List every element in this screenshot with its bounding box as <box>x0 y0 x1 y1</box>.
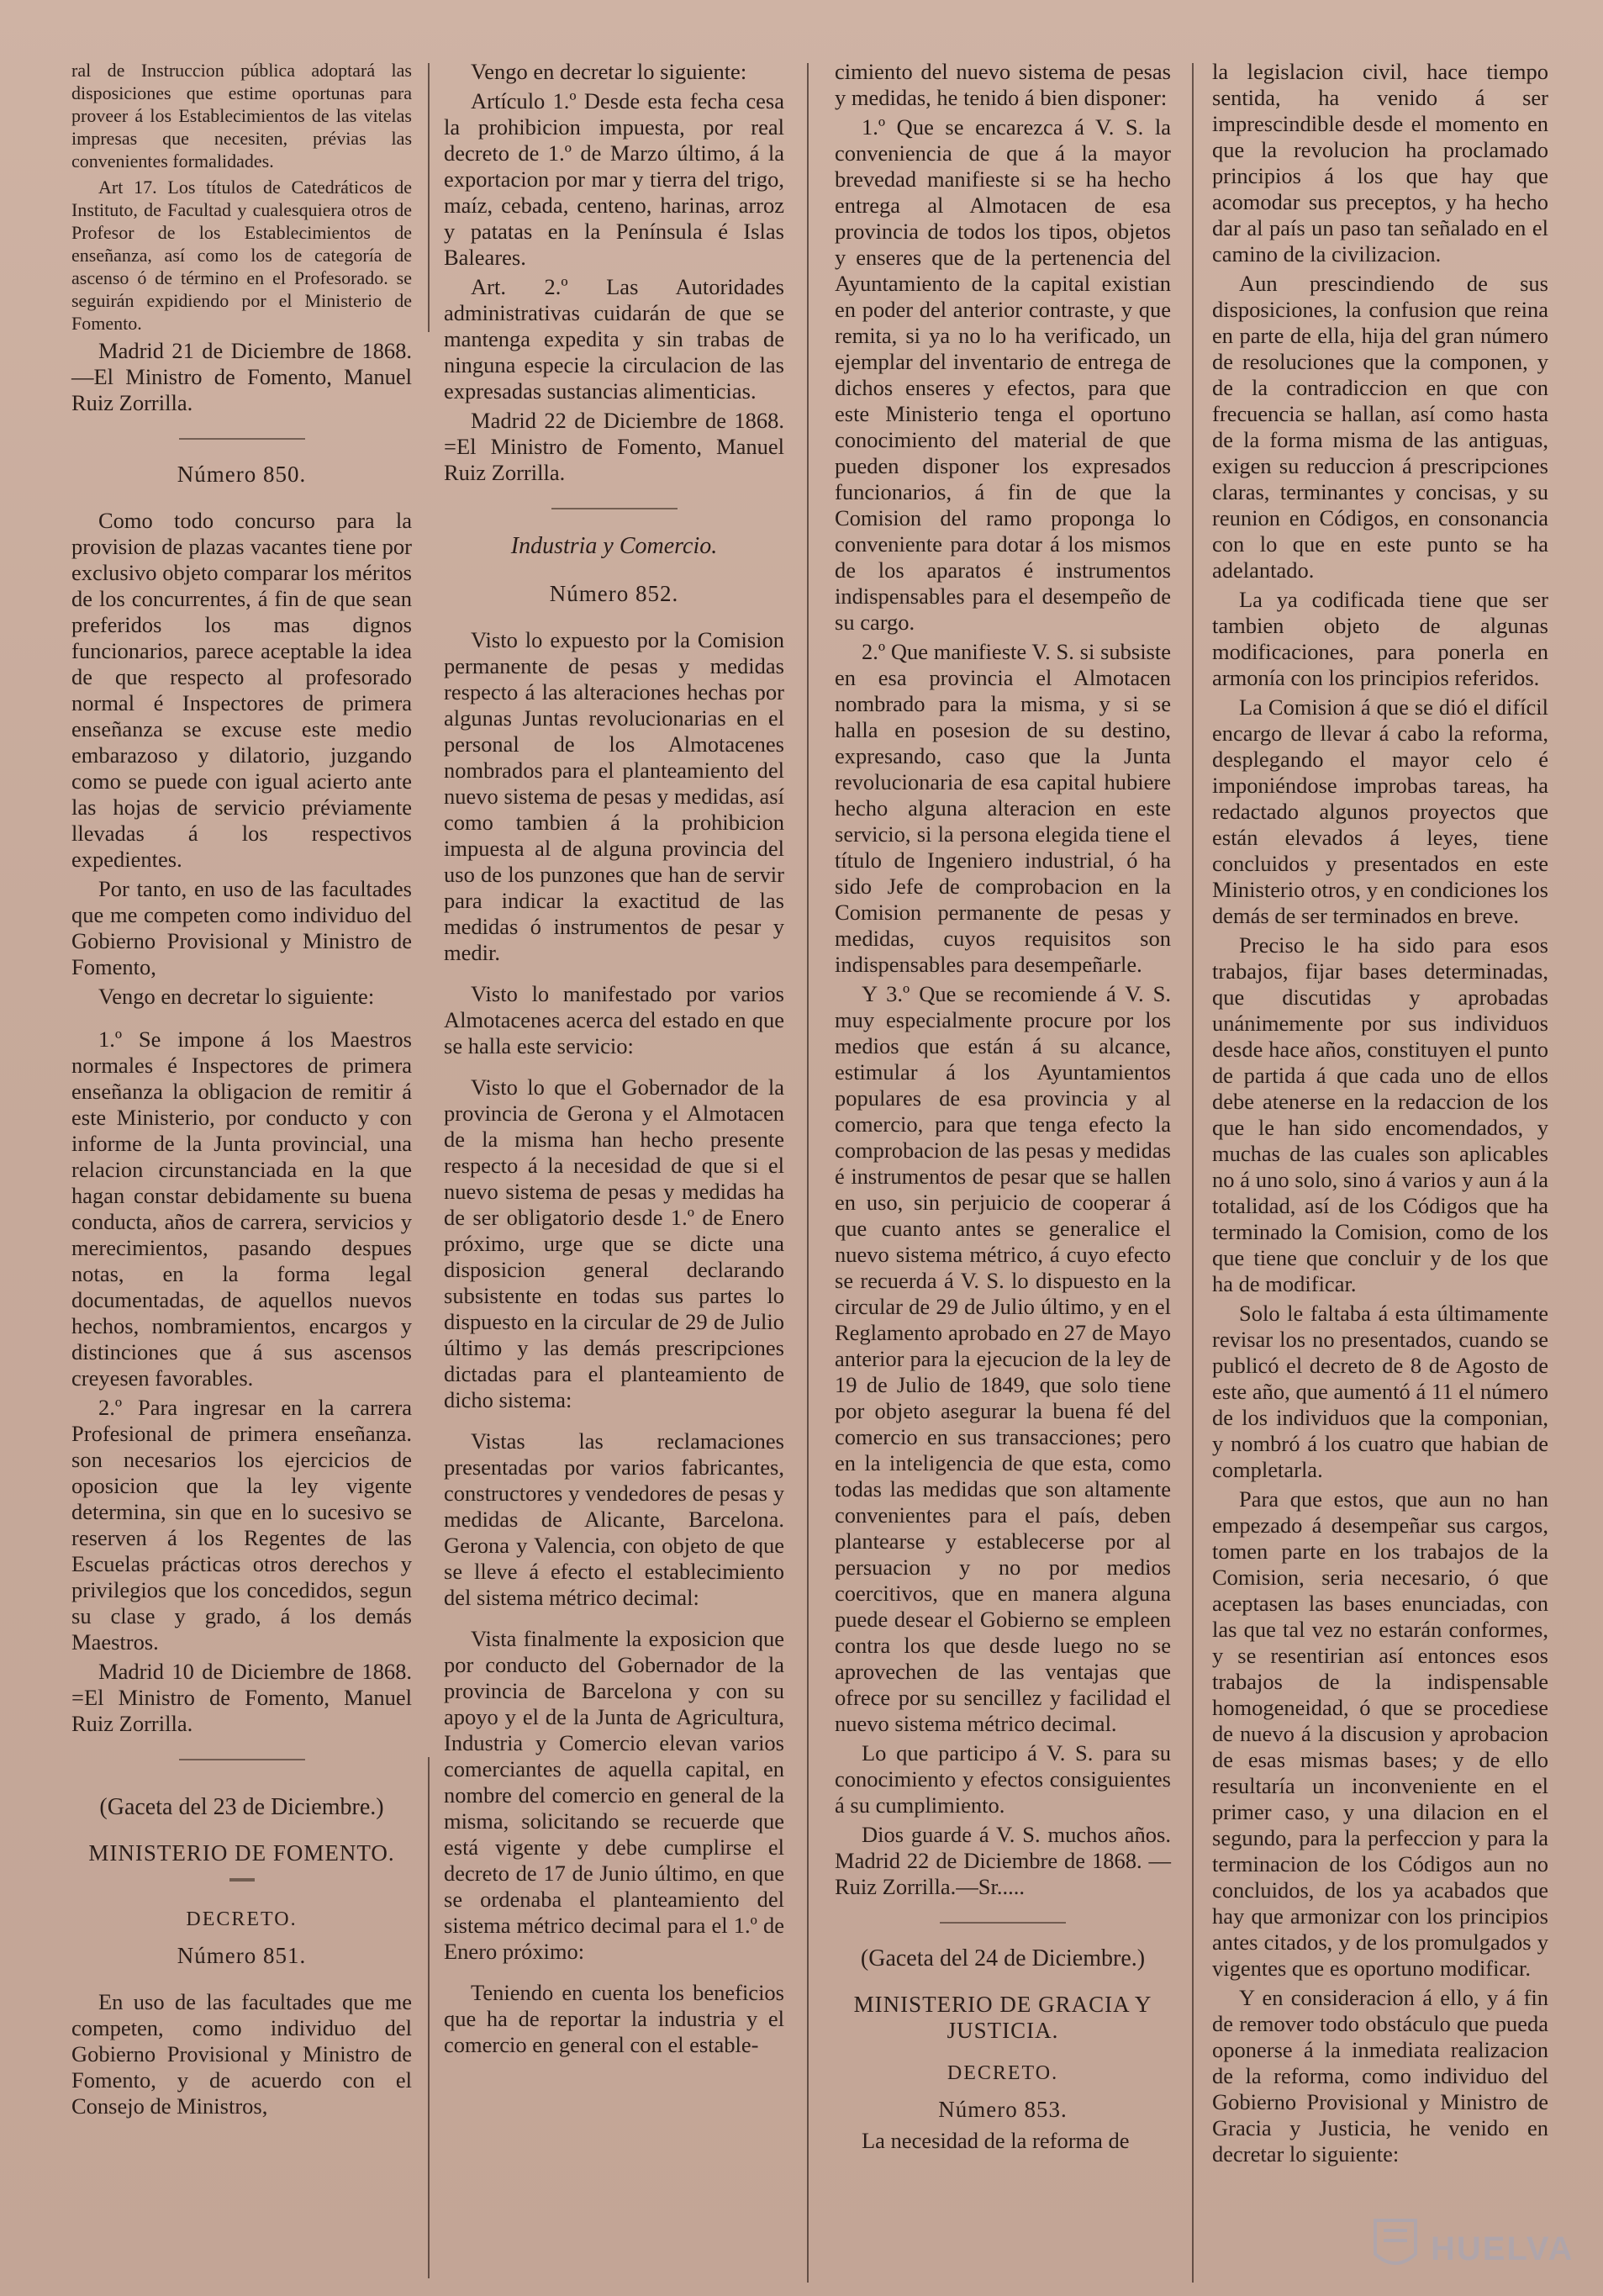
paragraph: Art 17. Los títulos de Catedráticos de Instituto, de Facultad y cualesquiera otros de Profesor de los Establecimientos de enseñanza, así como los de categoría de ascenso ó de término en el Profesorado. se seguirán expidiendo por el Ministerio de Fomento. <box>71 177 412 334</box>
column-2 <box>444 59 784 2061</box>
separator <box>940 1922 1066 1924</box>
paragraph: 1.º Que se encarezca á V. S. la conveniencia de que á la mayor brevedad manifieste si se ha hecho entrega al Almotacen de esa provincia de todos los tipos, objetos y enseres que de la pertenencia del Ayuntamiento de la capital existian en poder del anterior contraste, y que remita, si ya no lo ha verificado, un ejemplar del inventario de entrega de dichos enseres y efectos, para que este Ministerio tenga el oportuno conocimiento del material de que pueden disponer los expresados funcionarios, á fin de que la Comision del ramo proponga lo conveniente para dotar á los mismos de los aparatos é instrumentos indispensables para el desempeño de su cargo. <box>835 114 1171 635</box>
paragraph: Artículo 1.º Desde esta fecha cesa la prohibicion impuesta, por real decreto de 1.º de Marzo último, á la exportacion por mar y tierra del trigo, maíz, cebada, centeno, harinas, arroz y patatas en la Península é Islas Baleares. <box>444 88 784 270</box>
paragraph: Teniendo en cuenta los beneficios que ha de reportar la industria y el comercio en general con el estable- <box>444 1980 784 2057</box>
signature: Madrid 10 de Diciembre de 1868. =El Ministro de Fomento, Manuel Ruiz Zorrilla. <box>71 1659 412 1736</box>
paragraph: Art. 2.º Las Autoridades administrativas cuidarán de que se mantenga expedita y sin trabas de ninguna especie la circulacion de las expresadas sustancias alimenticias. <box>444 274 784 404</box>
ministry-title: MINISTERIO DE FOMENTO. <box>88 1840 395 1866</box>
paragraph: Aun prescindiendo de sus disposiciones, la confusion que reina en parte de ella, hija del gran número de resoluciones que la componen, y de la contradiccion en que con frecuencia se hallan, así como hasta de la forma misma de las antiguas, exigen su reduccion á prescripciones claras, terminantes y concisas, y su reunion en Códigos, en consonancia con lo que en este punto se ha adelantado. <box>1212 271 1548 583</box>
archive-logo-icon <box>1372 2214 1419 2272</box>
watermark-text: HUELVA <box>1431 2230 1574 2267</box>
separator <box>179 438 305 440</box>
paragraph: 1.º Se impone á los Maestros normales é Inspectores de primera enseñanza la obligacion de remitir á este Ministerio, por conducto y con informe de la Junta provincial, una relacion circunstanciada en la que hagan constar debidamente su buena conducta, años de carrera, servicios y merecimientos, pasando despues notas, en la forma legal documentadas, de aquellos nuevos hechos, nombramientos, encargos y distinciones que á sus ascensos creyesen favorables. <box>71 1027 412 1391</box>
paragraph: La ya codificada tiene que ser tambien objeto de algunas modificaciones, para ponerla en armonía con los principios referidos. <box>1212 587 1548 690</box>
decree-label: DECRETO. <box>186 1908 298 1930</box>
column-rule <box>807 63 809 2283</box>
paragraph: Por tanto, en uso de las facultades que me competen como individuo del Gobierno Provisional y Ministro de Fomento, <box>71 876 412 979</box>
separator <box>551 508 678 509</box>
column-3 <box>835 59 1171 2157</box>
paragraph: la legislacion civil, hace tiempo sentida, ha venido á ser imprescindible desde el momento en que la revolucion ha proclamado principios á los que hay que acomodar sus preceptos, y ha hecho dar al país un paso tan señalado en el camino de la civilizacion. <box>1212 59 1548 267</box>
column-rule <box>428 63 430 332</box>
paragraph: Vistas las reclamaciones presentadas por varios fabricantes, constructores y vendedores de pesas y medidas de Alicante, Barcelona. Gerona y Valencia, con objeto de que se lleve á efecto el establecimiento del sistema métrico decimal: <box>444 1428 784 1610</box>
paragraph: Vista finalmente la exposicion que por conducto del Gobernador de la provincia de Barcelona y con su apoyo y el de la Junta de Agricultura, Industria y Comercio elevan varios comerciantes de aquella capital, en nombre del comercio en general de la misma, solicitando se recuerde que está vigente y debe cumplirse el decreto de 17 de Junio último, en que se ordenaba el planteamiento del sistema métrico decimal para el 1.º de Enero próximo: <box>444 1626 784 1964</box>
paragraph: Vengo en decretar lo siguiente: <box>98 984 375 1009</box>
signature: Dios guarde á V. S. muchos años. Madrid 22 de Diciembre de 1868. —Ruiz Zorrilla.—Sr..... <box>835 1822 1171 1899</box>
column-1 <box>71 59 412 2123</box>
paragraph: ral de Instruccion pública adoptará las disposiciones que estime oportunas para proveer á los Establecimientos de las vitelas impresas que necesiten, prévias las convenientes formalidades. <box>71 60 412 172</box>
signature: Madrid 21 de Diciembre de 1868. —El Ministro de Fomento, Manuel Ruiz Zorrilla. <box>71 338 412 415</box>
paragraph: cimiento del nuevo sistema de pesas y medidas, he tenido á bien disponer: <box>835 59 1171 110</box>
ministry-title: MINISTERIO DE GRACIA Y JUSTICIA. <box>853 1992 1152 2043</box>
gazette-date: (Gaceta del 23 de Diciembre.) <box>99 1794 384 1820</box>
gazette-date: (Gaceta del 24 de Diciembre.) <box>860 1945 1146 1971</box>
paragraph: Y en consideracion á ello, y á fin de remover todo obstáculo que pueda oponerse á la inmediata realizacion de la reforma, como individuo del Gobierno Provisional y Ministro de Gracia y Justicia, he venido en decretar lo siguiente: <box>1212 1985 1548 2167</box>
decree-number: Número 853. <box>938 2097 1068 2122</box>
paragraph: Vengo en decretar lo siguiente: <box>471 59 747 84</box>
paragraph: Lo que participo á V. S. para su conocimiento y efectos consiguientes á su cumplimiento. <box>835 1740 1171 1818</box>
paragraph: 2.º Para ingresar en la carrera Profesional de primera enseñanza. son necesarios los ejercicios de oposicion que la ley vigente determina, sin que en lo sucesivo se reserven á los Regentes de las Escuelas prácticas otros derechos y privilegios que los concedidos, segun su clase y grado, á los demás Maestros. <box>71 1395 412 1655</box>
paragraph: La necesidad de la reforma de <box>862 2128 1130 2153</box>
separator <box>229 1878 255 1882</box>
decree-number: Número 850. <box>177 462 307 487</box>
column-rule <box>1192 63 1194 2283</box>
paragraph: La Comision á que se dió el difícil encargo de llevar á cabo la reforma, desplegando el mayor celo é imponiéndose improbas tareas, ha redactado algunos proyectos que están elevados á leyes, tiene concluidos y presentados en este Ministerio otros, y en condiciones los demás de ser terminados en breve. <box>1212 694 1548 928</box>
paragraph: Visto lo que el Gobernador de la provincia de Gerona y el Almotacen de la misma han hecho presente respecto á la necesidad de que si el nuevo sistema de pesas y medidas ha de ser obligatorio desde 1.º de Enero próximo, urge que se dicte una disposicion general declarando subsistente en todas sus partes lo dispuesto en la circular de 29 de Julio último y las demás prescripciones dictadas para el planteamiento de dicho sistema: <box>444 1074 784 1412</box>
decree-label: DECRETO. <box>947 2062 1059 2084</box>
paragraph: Solo le faltaba á esta últimamente revisar los no presentados, cuando se publicó el decreto de 8 de Agosto de este año, que aumentó á 11 el número de los individuos que la componian, y nombró á los cuatro que habian de completarla. <box>1212 1301 1548 1482</box>
paragraph: Visto lo manifestado por varios Almotacenes acerca del estado en que se halla este servicio: <box>444 981 784 1058</box>
paragraph: Y 3.º Que se recomiende á V. S. muy especialmente procure por los medios que están á su alcance, estimular á los Ayuntamientos populares de esa provincia y al comercio, para que tenga efecto la comprobacion de las pesas y medidas é instrumentos de pesar que se hallen en uso, sin perjuicio de cooperar á que cuanto antes se generalice el nuevo sistema métrico, á cuyo efecto se recuerda á V. S. lo dispuesto en la circular de 29 de Julio último, y en el Reglamento aprobado en 27 de Mayo anterior para la ejecucion de la ley de 19 de Julio de 1849, que solo tiene por objeto asegurar la buena fé del comercio en sus transacciones; pero en la inteligencia de que esta, como todas las medidas que son altamente convenientes para el país, deben plantearse y establecerse por al persuacion y no por medios coercitivos, que en manera alguna puede desear el Gobierno se empleen contra los que desde luego no se aprovechen de las ventajas que ofrece por su sencillez y facilidad el nuevo sistema métrico decimal. <box>835 981 1171 1736</box>
separator <box>179 1759 305 1760</box>
paragraph: Para que estos, que aun no han empezado á desempeñar sus cargos, tomen parte en los trabajos de la Comision, seria necesario, ó que aceptasen las bases enunciadas, con las que tal vez no estarán conformes, y se resentirian así entonces esos trabajos de la indispensable homogeneidad, ó que se procediese de nuevo á la discusion y aprobacion de esas mismas bases; y de ello resultaría un inconveniente en el primer caso, y una dilacion en el segundo, para la perfeccion y para la terminacion de los Códigos aun no concluidos, de los ya acabados que hay que armonizar con los principios antes citados, y de los promulgados y vigentes que es oportuno modificar. <box>1212 1486 1548 1981</box>
archive-watermark <box>1372 2205 1574 2281</box>
paragraph: En uso de las facultades que me competen, como individuo del Gobierno Provisional y Ministro de Fomento, y de acuerdo con el Consejo de Ministros, <box>71 1989 412 2119</box>
paragraph: Como todo concurso para la provision de plazas vacantes tiene por exclusivo objeto comparar los méritos de los concurrentes, á fin de que sean preferidos los mas dignos funcionarios, parece aceptable la idea de que respecto al profesorado normal é Inspectores de primera enseñanza se excuse este medio embarazoso y dilatorio, juzgando como se puede con igual acierto ante las hojas de servicio préviamente llevadas á los respectivos expedientes. <box>71 508 412 872</box>
column-rule <box>428 1757 430 2278</box>
section-title: Industria y Comercio. <box>510 533 718 559</box>
paragraph: Visto lo expuesto por la Comision permanente de pesas y medidas respecto á las alteraciones hechas por algunas Juntas revolucionarias en el personal de los Almotacenes nombrados para el planteamiento del nuevo sistema de pesas y medidas, así como tambien á la prohibicion impuesta al de alguna provincia del uso de los punzones que han de servir para indicar la exactitud de las medidas ó instrumentos de pesar y medir. <box>444 627 784 965</box>
paragraph: 2.º Que manifieste V. S. si subsiste en esa provincia el Almotacen nombrado para la misma, y si se halla en posesion de su destino, expresando, caso que la Junta revolucionaria de esa capital hubiere hecho alguna alteracion en este servicio, si la persona elegida tiene el título de Ingeniero industrial, ó ha sido Jefe de comprobacion en la Comision permanente de pesas y medidas, cuyos requisitos son indispensables para desempeñarle. <box>835 639 1171 977</box>
signature: Madrid 22 de Diciembre de 1868. =El Ministro de Fomento, Manuel Ruiz Zorrilla. <box>444 408 784 485</box>
paragraph: Preciso le ha sido para esos trabajos, fijar bases determinadas, que discutidas y aprobadas unánimemente por sus individuos desde hace años, constituyen el punto de partida á que cada uno de ellos debe atenerse en la redaccion de los que le han sido encomendados, y muchas de las cuales son aplicables no á uno solo, sino á varios y aun á la totalidad, así de los Códigos que ha terminado la Comision, como de los que tiene que concluir y de los que ha de modificar. <box>1212 932 1548 1296</box>
decree-number: Número 852. <box>549 581 679 606</box>
column-4 <box>1212 59 1548 2171</box>
decree-number: Número 851. <box>177 1943 307 1968</box>
